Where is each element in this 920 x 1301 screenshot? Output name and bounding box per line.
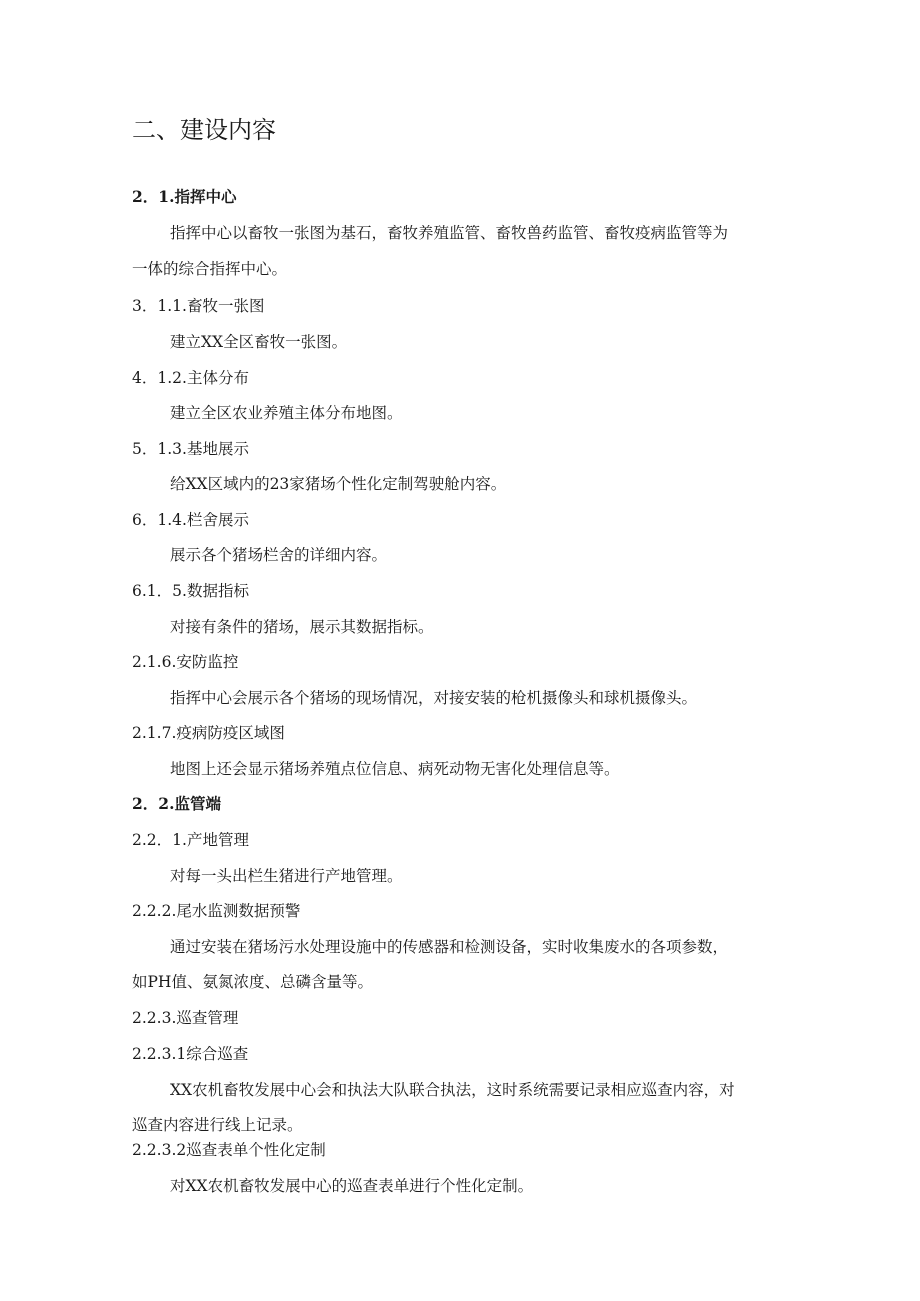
- subsection-heading: 6．1.4.栏舍展示: [132, 511, 249, 529]
- paragraph-line: 展示各个猪场栏舍的详细内容。: [170, 546, 388, 564]
- subsection-heading: 3．1.1.畜牧一张图: [132, 297, 265, 315]
- paragraph-line: 一体的综合指挥中心。: [132, 260, 288, 278]
- paragraph-line: 如PH值、氨氮浓度、总磷含量等。: [132, 973, 373, 991]
- paragraph-line: 建立全区农业养殖主体分布地图。: [170, 404, 403, 422]
- paragraph-line: 指挥中心以畜牧一张图为基石，畜牧养殖监管、畜牧兽药监管、畜牧疫病监管等为: [170, 224, 729, 242]
- paragraph-line: 建立XX全区畜牧一张图。: [170, 333, 348, 351]
- subsection-heading: 2.2.3.2巡查表单个性化定制: [132, 1141, 326, 1159]
- subsection-heading: 2.2.3.1综合巡查: [132, 1045, 249, 1063]
- subsection-heading: 2.2.3.巡查管理: [132, 1009, 239, 1027]
- paragraph-line: 地图上还会显示猪场养殖点位信息、病死动物无害化处理信息等。: [170, 760, 620, 778]
- section-heading-supervision: 2．2.监管端: [132, 794, 221, 813]
- subsection-heading: 2.1.6.安防监控: [132, 653, 239, 671]
- subsection-heading: 2.2．1.产地管理: [132, 831, 249, 849]
- subsection-heading: 5．1.3.基地展示: [132, 440, 249, 458]
- section-heading-command-center: 2．1.指挥中心: [132, 187, 237, 206]
- paragraph-line: 通过安装在猪场污水处理设施中的传感器和检测设备，实时收集废水的各项参数，: [170, 938, 729, 956]
- subsection-heading: 2.2.2.尾水监测数据预警: [132, 902, 301, 920]
- paragraph-line: 对每一头出栏生猪进行产地管理。: [170, 867, 403, 885]
- subsection-heading: 4．1.2.主体分布: [132, 369, 249, 387]
- page-title: 二、建设内容: [132, 116, 276, 144]
- paragraph-line: 巡查内容进行线上记录。: [132, 1116, 303, 1134]
- paragraph-line: 对XX农机畜牧发展中心的巡查表单进行个性化定制。: [170, 1177, 534, 1195]
- paragraph-line: 指挥中心会展示各个猪场的现场情况，对接安装的枪机摄像头和球机摄像头。: [170, 689, 698, 707]
- subsection-heading: 6.1．5.数据指标: [132, 582, 249, 600]
- paragraph-line: 给XX区域内的23家猪场个性化定制驾驶舱内容。: [170, 475, 507, 493]
- subsection-heading: 2.1.7.疫病防疫区域图: [132, 724, 285, 742]
- paragraph-line: XX农机畜牧发展中心会和执法大队联合执法，这时系统需要记录相应巡查内容，对: [170, 1081, 735, 1099]
- paragraph-line: 对接有条件的猪场，展示其数据指标。: [170, 618, 434, 636]
